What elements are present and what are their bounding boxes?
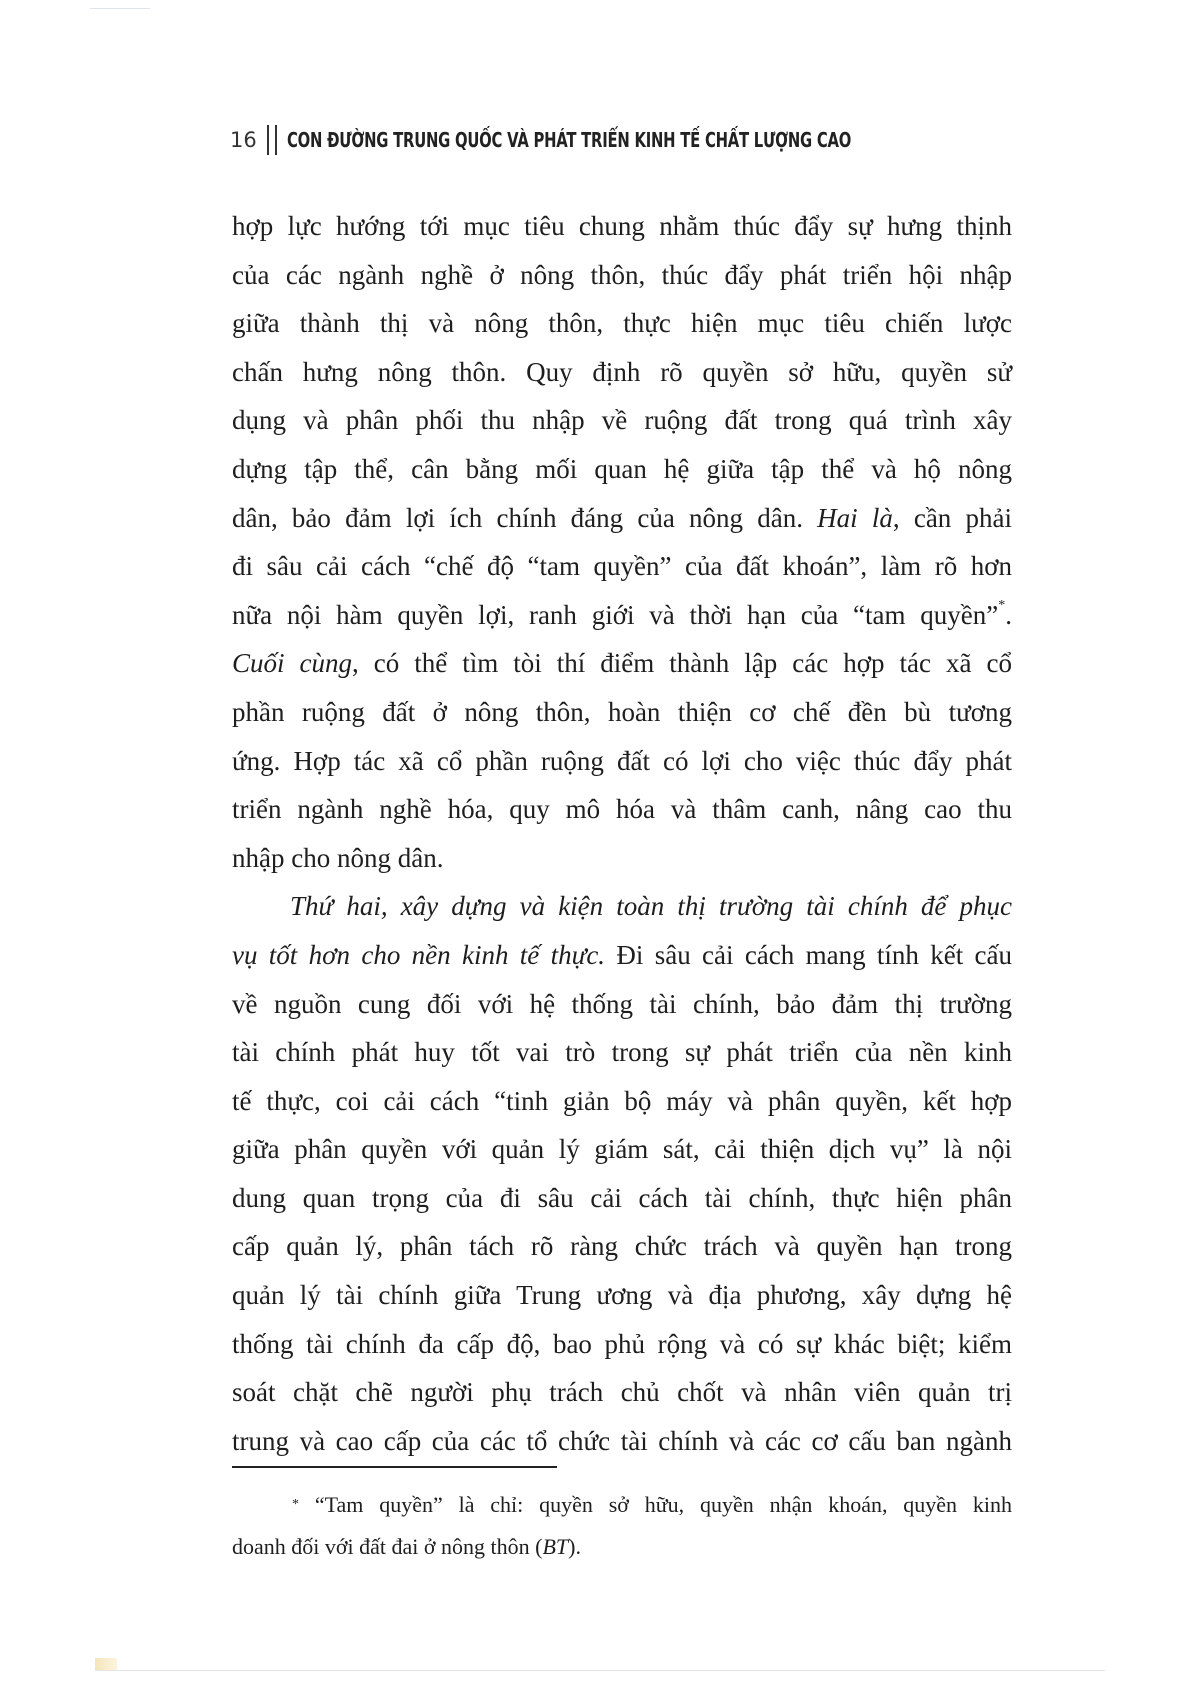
text-line: chấn hưng nông thôn. Quy định rõ quyền sở hữu, quyền sử [232, 356, 1012, 387]
text-line: phần ruộng đất ở nông thôn, hoàn thiện cơ chế đền bù tương [232, 696, 1012, 727]
text-line [232, 639, 1012, 688]
footnote-marker: * [292, 1497, 299, 1512]
scan-edge-mark [90, 8, 150, 9]
text-line: thống tài chính đa cấp độ, bao phủ rộng và có sự khác biệt; kiểm [232, 1328, 1012, 1359]
footnote-text: “Tam quyền” là chỉ: quyền sở hữu, quyền nhận khoán, quyền kinh [314, 1492, 1013, 1517]
footnote-line [232, 1526, 1012, 1568]
scan-corner-mark [95, 1658, 117, 1670]
body-text [232, 202, 1012, 1465]
section-heading-italic: Thứ hai, xây dựng và kiện toàn thị trường tài chính để phục [290, 891, 1012, 922]
footnote-rule [232, 1466, 557, 1468]
text-line: trung và cao cấp của các tổ chức tài chính và các cơ cấu ban ngành [232, 1425, 1012, 1456]
text-line: về nguồn cung đối với hệ thống tài chính, bảo đảm thị trường [232, 988, 1012, 1019]
text-run: nữa nội hàm quyền lợi, ranh giới và thời hạn của “tam quyền” [232, 599, 999, 630]
text-line: soát chặt chẽ người phụ trách chủ chốt và nhân viên quản trị [232, 1377, 1012, 1408]
emphasis-cuoi-cung: Cuối cùng [232, 648, 353, 679]
text-line: tài chính phát huy tốt vai trò trong sự phát triển của nền kinh [232, 1037, 1012, 1068]
text-line: dựng tập thể, cân bằng mối quan hệ giữa tập thể và hộ nông [232, 453, 1012, 484]
text-line: tế thực, coi cải cách “tinh giản bộ máy và phân quyền, kết hợp [232, 1085, 1012, 1116]
text-line: của các ngành nghề ở nông thôn, thúc đẩy phát triển hội nhập [232, 259, 1012, 290]
page-number: 16 [230, 128, 257, 152]
text-line: nhập cho nông dân. [232, 842, 444, 873]
emphasis-hai-la: Hai là [817, 502, 893, 533]
footnote-reference[interactable]: * [998, 597, 1006, 613]
text-line: ứng. Hợp tác xã cổ phần ruộng đất có lợi cho việc thúc đẩy phát [232, 745, 1012, 776]
emphasis-heading-cont: vụ tốt hơn cho nền kinh tế thực. [232, 939, 606, 970]
text-line: cấp quản lý, phân tách rõ ràng chức trách và quyền hạn trong [232, 1231, 1012, 1262]
text-line: hợp lực hướng tới mục tiêu chung nhằm thúc đẩy sự hưng thịnh [232, 211, 1012, 241]
footnote-line [232, 1484, 1012, 1526]
text-line: giữa thành thị và nông thôn, thực hiện mục tiêu chiến lược [232, 308, 1012, 339]
text-line [232, 931, 1012, 980]
page-edge [95, 1670, 1105, 1671]
header-separator [267, 125, 277, 155]
text-run: Đi sâu cải cách mang tính kết cấu [605, 939, 1012, 970]
text-line: triển ngành nghề hóa, quy mô hóa và thâm canh, nâng cao thu [232, 794, 1012, 825]
text-run: dân, bảo đảm lợi ích chính đáng của nông dân. [232, 502, 818, 533]
text-line: dung quan trọng của đi sâu cải cách tài chính, thực hiện phân [232, 1182, 1012, 1213]
text-line [232, 591, 1012, 640]
text-run: . [1005, 599, 1012, 630]
text-run: , cần phải [892, 502, 1012, 533]
text-line: giữa phân quyền với quản lý giám sát, cải thiện dịch vụ” là nội [232, 1134, 1012, 1165]
running-header [230, 122, 1049, 158]
footnote-text: doanh đối với đất đai ở nông thôn ( [232, 1534, 543, 1559]
running-title: CON ĐƯỜNG TRUNG QUỐC VÀ PHÁT TRIỂN KINH TẾ CHẤT LƯỢNG CAO [286, 128, 851, 152]
text-line: đi sâu cải cách “chế độ “tam quyền” của đất khoán”, làm rõ hơn [232, 551, 1012, 582]
text-line: dụng và phân phối thu nhập về ruộng đất trong quá trình xây [232, 405, 1012, 436]
text-run: , có thể tìm tòi thí điểm thành lập các hợp tác xã cổ [352, 648, 1012, 679]
text-line: quản lý tài chính giữa Trung ương và địa phương, xây dựng hệ [232, 1280, 1012, 1311]
footnote-abbrev: BT [542, 1534, 569, 1559]
text-line [232, 494, 1012, 543]
footnote-text: ). [568, 1534, 581, 1559]
footnote [232, 1484, 1012, 1568]
